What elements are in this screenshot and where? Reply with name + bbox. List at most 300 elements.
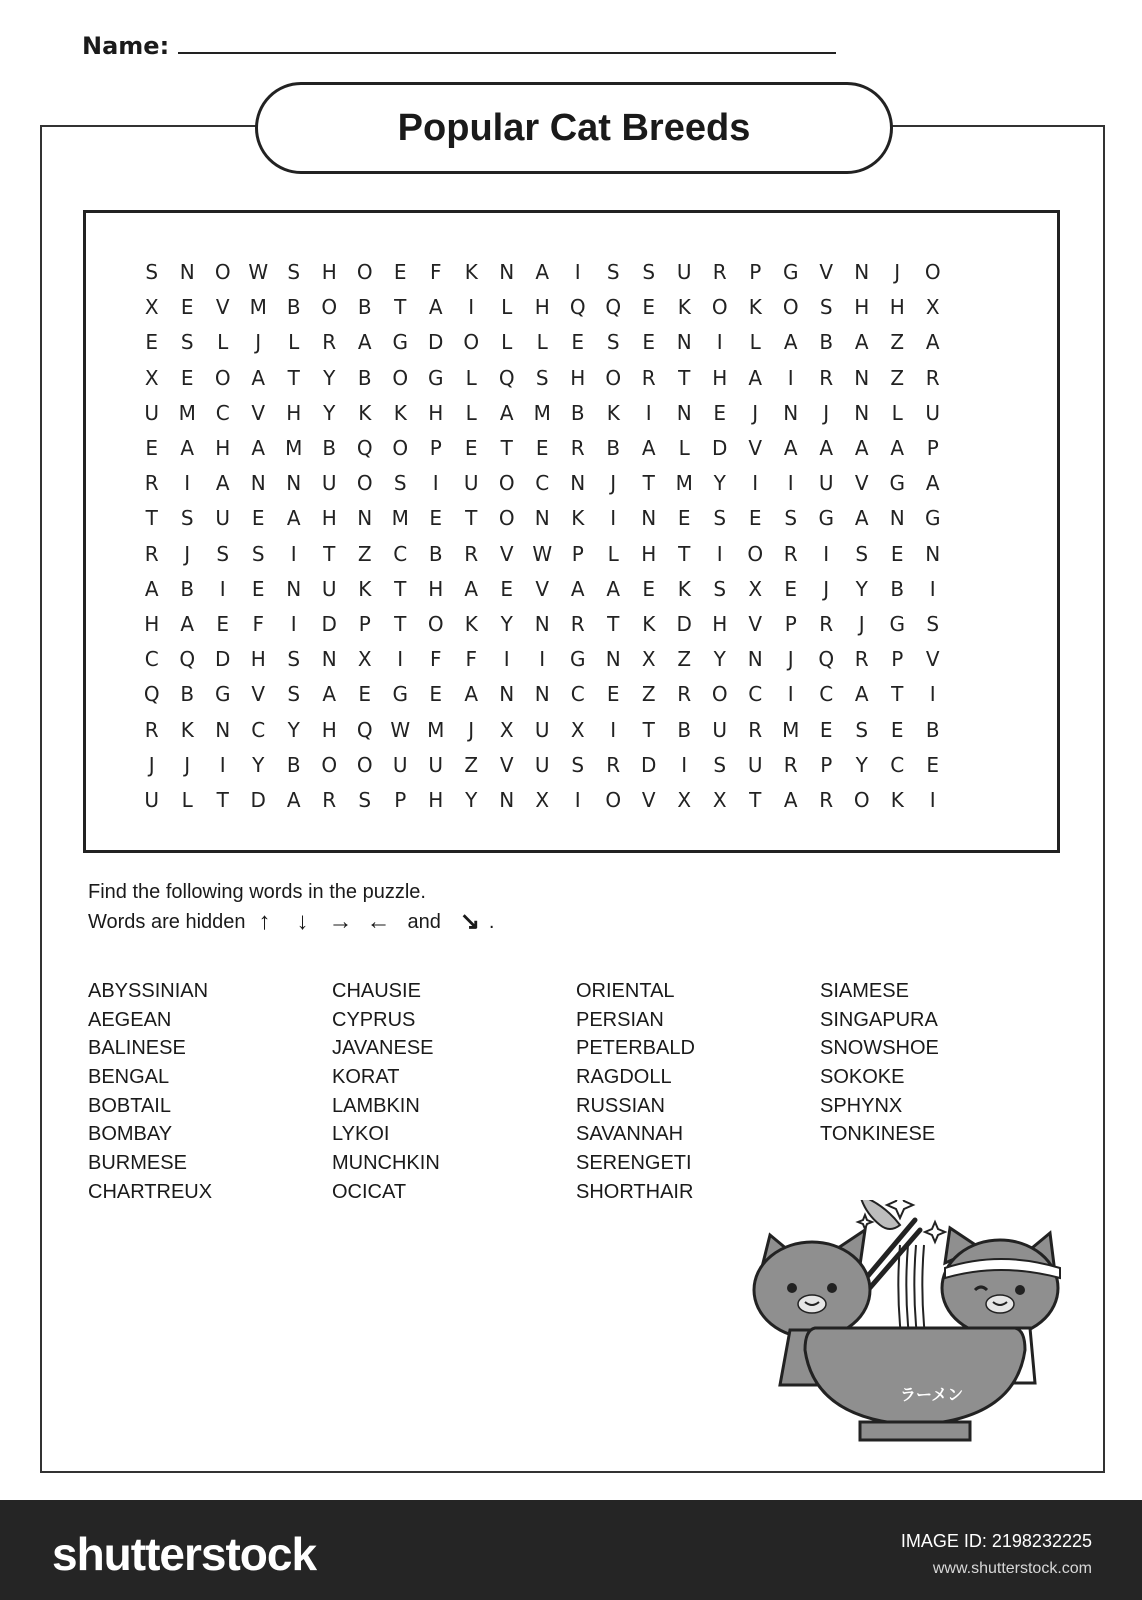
grid-letter[interactable]: I	[290, 612, 297, 636]
grid-letter[interactable]: M	[782, 717, 800, 742]
grid-letter[interactable]: C	[251, 717, 266, 742]
grid-letter[interactable]: M	[249, 295, 267, 320]
grid-letter[interactable]: M	[285, 436, 303, 460]
grid-letter[interactable]: I	[645, 400, 652, 425]
grid-letter[interactable]: K	[180, 717, 194, 742]
grid-letter[interactable]: G	[215, 682, 231, 707]
grid-letter[interactable]: G	[570, 647, 586, 672]
grid-letter[interactable]: C	[393, 541, 408, 566]
grid-letter[interactable]: E	[180, 365, 194, 390]
grid-letter[interactable]: S	[393, 471, 407, 496]
grid-letter[interactable]: N	[570, 471, 586, 496]
grid-letter[interactable]: H	[428, 576, 444, 601]
grid-letter[interactable]: M	[427, 717, 445, 742]
grid-letter[interactable]: E	[393, 260, 407, 284]
grid-letter[interactable]: S	[535, 365, 549, 390]
grid-letter[interactable]: E	[819, 717, 833, 742]
grid-letter[interactable]: H	[321, 717, 337, 742]
grid-letter[interactable]: R	[783, 752, 798, 777]
grid-letter[interactable]: V	[748, 436, 763, 460]
grid-letter[interactable]: R	[322, 788, 337, 812]
grid-letter[interactable]: I	[219, 576, 226, 601]
grid-letter[interactable]: K	[677, 576, 691, 601]
grid-letter[interactable]: X	[677, 788, 692, 812]
grid-letter[interactable]: F	[429, 260, 442, 284]
grid-letter[interactable]: Y	[855, 576, 868, 601]
grid-letter[interactable]: J	[894, 260, 901, 284]
grid-letter[interactable]: T	[749, 788, 762, 812]
grid-letter[interactable]: R	[854, 647, 869, 672]
grid-letter[interactable]: A	[783, 330, 798, 355]
grid-letter[interactable]: N	[925, 541, 941, 566]
grid-letter[interactable]: S	[784, 506, 798, 531]
grid-letter[interactable]: B	[925, 717, 940, 742]
grid-letter[interactable]: A	[606, 576, 621, 601]
grid-letter[interactable]: G	[889, 612, 905, 636]
grid-letter[interactable]: T	[465, 506, 478, 531]
grid-letter[interactable]: G	[392, 682, 408, 707]
grid-letter[interactable]: B	[890, 576, 905, 601]
grid-letter[interactable]: V	[748, 612, 763, 636]
grid-letter[interactable]: U	[818, 471, 834, 496]
grid-letter[interactable]: A	[180, 612, 195, 636]
grid-letter[interactable]: J	[858, 612, 865, 636]
grid-letter[interactable]: D	[676, 612, 692, 636]
grid-letter[interactable]: E	[429, 506, 443, 531]
grid-letter[interactable]: G	[818, 506, 834, 531]
grid-letter[interactable]: P	[394, 788, 407, 812]
grid-letter[interactable]: R	[144, 471, 159, 496]
grid-letter[interactable]: H	[144, 612, 160, 636]
grid-letter[interactable]: S	[571, 752, 585, 777]
grid-letter[interactable]: D	[428, 330, 444, 355]
grid-letter[interactable]: T	[216, 788, 229, 812]
grid-letter[interactable]: D	[712, 436, 728, 460]
grid-letter[interactable]: N	[499, 260, 515, 284]
grid-letter[interactable]: M	[391, 506, 409, 531]
grid-letter[interactable]: N	[854, 365, 870, 390]
grid-letter[interactable]: A	[286, 506, 301, 531]
grid-letter[interactable]: I	[716, 541, 723, 566]
grid-letter[interactable]: E	[677, 506, 691, 531]
grid-letter[interactable]: A	[854, 436, 869, 460]
grid-letter[interactable]: T	[678, 365, 691, 390]
grid-letter[interactable]: I	[929, 576, 936, 601]
grid-letter[interactable]: S	[713, 506, 727, 531]
grid-letter[interactable]: P	[571, 541, 584, 566]
grid-letter[interactable]: R	[570, 612, 585, 636]
grid-letter[interactable]: E	[606, 682, 620, 707]
grid-letter[interactable]: G	[428, 365, 444, 390]
grid-letter[interactable]: N	[534, 682, 550, 707]
grid-letter[interactable]: R	[144, 541, 159, 566]
grid-letter[interactable]: G	[783, 260, 799, 284]
grid-letter[interactable]: A	[748, 365, 763, 390]
grid-letter[interactable]: J	[823, 400, 830, 425]
grid-letter[interactable]: H	[321, 260, 337, 284]
grid-letter[interactable]: T	[287, 365, 300, 390]
grid-letter[interactable]: N	[215, 717, 231, 742]
grid-letter[interactable]: B	[286, 752, 301, 777]
grid-letter[interactable]: R	[570, 436, 585, 460]
grid-letter[interactable]: V	[925, 647, 940, 672]
grid-letter[interactable]: Z	[464, 752, 479, 777]
grid-letter[interactable]: S	[287, 260, 301, 284]
grid-letter[interactable]: U	[463, 471, 479, 496]
grid-letter[interactable]: I	[787, 471, 794, 496]
grid-letter[interactable]: E	[145, 330, 159, 355]
grid-letter[interactable]: K	[358, 400, 372, 425]
grid-letter[interactable]: E	[642, 330, 656, 355]
grid-letter[interactable]: N	[676, 330, 692, 355]
grid-letter[interactable]: Z	[357, 541, 372, 566]
grid-letter[interactable]: L	[678, 436, 690, 460]
grid-letter[interactable]: U	[676, 260, 692, 284]
grid-letter[interactable]: X	[535, 788, 550, 812]
grid-letter[interactable]: I	[432, 471, 439, 496]
grid-letter[interactable]: I	[290, 541, 297, 566]
grid-letter[interactable]: R	[748, 717, 763, 742]
grid-letter[interactable]: O	[853, 788, 870, 812]
grid-letter[interactable]: E	[429, 682, 443, 707]
grid-letter[interactable]: V	[819, 260, 834, 284]
grid-letter[interactable]: N	[534, 612, 550, 636]
grid-letter[interactable]: O	[214, 365, 231, 390]
grid-letter[interactable]: R	[819, 365, 834, 390]
grid-letter[interactable]: U	[144, 788, 160, 812]
grid-letter[interactable]: S	[358, 788, 372, 812]
grid-letter[interactable]: B	[819, 330, 834, 355]
grid-letter[interactable]: Y	[465, 788, 478, 812]
grid-letter[interactable]: L	[536, 330, 548, 355]
grid-letter[interactable]: P	[358, 612, 371, 636]
grid-letter[interactable]: K	[606, 400, 620, 425]
grid-letter[interactable]: V	[215, 295, 230, 320]
grid-letter[interactable]: K	[677, 295, 691, 320]
grid-letter[interactable]: J	[184, 752, 191, 777]
grid-letter[interactable]: S	[145, 260, 159, 284]
grid-letter[interactable]: Q	[498, 365, 515, 390]
grid-letter[interactable]: O	[214, 260, 231, 284]
grid-letter[interactable]: R	[322, 330, 337, 355]
grid-letter[interactable]: L	[607, 541, 619, 566]
grid-letter[interactable]: X	[925, 295, 940, 320]
grid-letter[interactable]: B	[677, 717, 692, 742]
grid-letter[interactable]: O	[782, 295, 799, 320]
grid-letter[interactable]: O	[924, 260, 941, 284]
grid-letter[interactable]: U	[428, 752, 444, 777]
grid-letter[interactable]: Y	[287, 717, 300, 742]
grid-letter[interactable]: R	[144, 717, 159, 742]
grid-letter[interactable]: T	[642, 717, 655, 742]
grid-letter[interactable]: P	[891, 647, 904, 672]
grid-letter[interactable]: U	[321, 471, 337, 496]
grid-letter[interactable]: E	[145, 436, 159, 460]
grid-letter[interactable]: G	[392, 330, 408, 355]
grid-letter[interactable]: V	[641, 788, 656, 812]
grid-letter[interactable]: S	[606, 260, 620, 284]
grid-letter[interactable]: B	[180, 682, 195, 707]
grid-letter[interactable]: O	[711, 295, 728, 320]
grid-letter[interactable]: O	[498, 506, 515, 531]
grid-letter[interactable]: I	[468, 295, 475, 320]
grid-letter[interactable]: U	[321, 576, 337, 601]
grid-letter[interactable]: R	[677, 682, 692, 707]
grid-letter[interactable]: S	[855, 541, 869, 566]
grid-letter[interactable]: P	[820, 752, 833, 777]
grid-letter[interactable]: E	[216, 612, 230, 636]
grid-letter[interactable]: L	[891, 400, 903, 425]
grid-letter[interactable]: I	[539, 647, 546, 672]
grid-letter[interactable]: E	[251, 506, 265, 531]
grid-letter[interactable]: A	[925, 471, 940, 496]
grid-letter[interactable]: A	[251, 436, 266, 460]
grid-letter[interactable]: R	[464, 541, 479, 566]
grid-letter[interactable]: A	[535, 260, 550, 284]
grid-letter[interactable]: N	[641, 506, 657, 531]
grid-letter[interactable]: B	[570, 400, 585, 425]
grid-letter[interactable]: U	[925, 400, 941, 425]
grid-letter[interactable]: P	[926, 436, 939, 460]
grid-letter[interactable]: A	[215, 471, 230, 496]
grid-letter[interactable]: B	[606, 436, 621, 460]
grid-letter[interactable]: J	[184, 541, 191, 566]
grid-letter[interactable]: U	[144, 400, 160, 425]
grid-letter[interactable]: Q	[818, 647, 835, 672]
grid-letter[interactable]: H	[712, 612, 728, 636]
grid-letter[interactable]: H	[570, 365, 586, 390]
grid-letter[interactable]: X	[499, 717, 514, 742]
grid-letter[interactable]: N	[854, 400, 870, 425]
grid-letter[interactable]: I	[929, 788, 936, 812]
grid-letter[interactable]: E	[642, 576, 656, 601]
grid-letter[interactable]: A	[144, 576, 159, 601]
grid-letter[interactable]: K	[464, 260, 478, 284]
grid-letter[interactable]: X	[144, 295, 159, 320]
grid-letter[interactable]: W	[390, 717, 411, 742]
grid-letter[interactable]: I	[574, 788, 581, 812]
grid-letter[interactable]: I	[397, 647, 404, 672]
grid-letter[interactable]: C	[819, 682, 834, 707]
grid-letter[interactable]: Q	[356, 436, 373, 460]
grid-letter[interactable]: O	[392, 436, 409, 460]
grid-letter[interactable]: C	[215, 400, 230, 425]
grid-letter[interactable]: I	[219, 752, 226, 777]
grid-letter[interactable]: L	[181, 788, 193, 812]
grid-letter[interactable]: I	[929, 682, 936, 707]
grid-letter[interactable]: S	[180, 506, 194, 531]
grid-letter[interactable]: B	[428, 541, 443, 566]
grid-letter[interactable]: S	[287, 682, 301, 707]
grid-letter[interactable]: J	[610, 471, 617, 496]
grid-letter[interactable]: T	[394, 612, 407, 636]
grid-letter[interactable]: Y	[323, 400, 336, 425]
grid-letter[interactable]: B	[180, 576, 195, 601]
grid-letter[interactable]: E	[251, 576, 265, 601]
grid-letter[interactable]: N	[286, 576, 302, 601]
grid-letter[interactable]: E	[180, 295, 194, 320]
grid-letter[interactable]: I	[787, 682, 794, 707]
grid-letter[interactable]: V	[251, 682, 266, 707]
grid-letter[interactable]: H	[889, 295, 905, 320]
grid-letter[interactable]: O	[356, 260, 373, 284]
grid-letter[interactable]: R	[783, 541, 798, 566]
grid-letter[interactable]: T	[642, 471, 655, 496]
grid-letter[interactable]: Q	[569, 295, 586, 320]
grid-letter[interactable]: A	[570, 576, 585, 601]
grid-letter[interactable]: N	[250, 471, 266, 496]
grid-letter[interactable]: N	[286, 471, 302, 496]
grid-letter[interactable]: U	[712, 717, 728, 742]
grid-letter[interactable]: K	[464, 612, 478, 636]
grid-letter[interactable]: I	[610, 506, 617, 531]
grid-letter[interactable]: I	[752, 471, 759, 496]
grid-letter[interactable]: K	[571, 506, 585, 531]
grid-letter[interactable]: A	[464, 682, 479, 707]
grid-letter[interactable]: H	[534, 295, 550, 320]
grid-letter[interactable]: J	[823, 576, 830, 601]
grid-letter[interactable]: O	[321, 752, 338, 777]
grid-letter[interactable]: C	[144, 647, 159, 672]
grid-letter[interactable]: P	[784, 612, 797, 636]
grid-letter[interactable]: E	[926, 752, 940, 777]
grid-letter[interactable]: A	[322, 682, 337, 707]
grid-letter[interactable]: I	[574, 260, 581, 284]
grid-letter[interactable]: Y	[252, 752, 265, 777]
grid-letter[interactable]: R	[641, 365, 656, 390]
grid-letter[interactable]: L	[749, 330, 761, 355]
grid-letter[interactable]: A	[854, 506, 869, 531]
grid-letter[interactable]: A	[499, 400, 514, 425]
grid-letter[interactable]: J	[468, 717, 475, 742]
grid-letter[interactable]: U	[747, 752, 763, 777]
grid-letter[interactable]: E	[358, 682, 372, 707]
grid-letter[interactable]: T	[678, 541, 691, 566]
grid-letter[interactable]: H	[286, 400, 302, 425]
grid-letter[interactable]: J	[148, 752, 155, 777]
grid-letter[interactable]: Y	[855, 752, 868, 777]
grid-letter[interactable]: O	[356, 471, 373, 496]
grid-letter[interactable]: E	[713, 400, 727, 425]
grid-letter[interactable]: S	[713, 576, 727, 601]
grid-letter[interactable]: F	[252, 612, 264, 636]
grid-letter[interactable]: E	[464, 436, 478, 460]
grid-letter[interactable]: T	[394, 295, 407, 320]
grid-letter[interactable]: K	[393, 400, 407, 425]
grid-letter[interactable]: A	[286, 788, 301, 812]
grid-letter[interactable]: C	[748, 682, 763, 707]
grid-letter[interactable]: E	[571, 330, 585, 355]
grid-letter[interactable]: Y	[713, 647, 726, 672]
grid-letter[interactable]: A	[854, 682, 869, 707]
grid-letter[interactable]: S	[855, 717, 869, 742]
grid-letter[interactable]: T	[607, 612, 620, 636]
grid-letter[interactable]: S	[251, 541, 265, 566]
grid-letter[interactable]: I	[787, 365, 794, 390]
grid-letter[interactable]: H	[428, 788, 444, 812]
grid-letter[interactable]: E	[890, 541, 904, 566]
grid-letter[interactable]: E	[784, 576, 798, 601]
grid-letter[interactable]: I	[184, 471, 191, 496]
grid-letter[interactable]: C	[570, 682, 585, 707]
grid-letter[interactable]: Q	[143, 682, 160, 707]
grid-letter[interactable]: N	[357, 506, 373, 531]
grid-letter[interactable]: B	[322, 436, 337, 460]
grid-letter[interactable]: I	[681, 752, 688, 777]
grid-letter[interactable]: G	[925, 506, 941, 531]
grid-letter[interactable]: K	[748, 295, 762, 320]
grid-letter[interactable]: H	[428, 400, 444, 425]
grid-letter[interactable]: N	[499, 788, 515, 812]
grid-letter[interactable]: Z	[890, 330, 905, 355]
grid-letter[interactable]: U	[215, 506, 231, 531]
grid-letter[interactable]: Y	[500, 612, 513, 636]
grid-letter[interactable]: Z	[890, 365, 905, 390]
grid-letter[interactable]: H	[215, 436, 231, 460]
grid-letter[interactable]: G	[889, 471, 905, 496]
grid-letter[interactable]: Z	[641, 682, 656, 707]
grid-letter[interactable]: Q	[179, 647, 196, 672]
grid-letter[interactable]: H	[854, 295, 870, 320]
grid-letter[interactable]: M	[533, 400, 551, 425]
grid-letter[interactable]: S	[642, 260, 656, 284]
grid-letter[interactable]: K	[890, 788, 904, 812]
grid-letter[interactable]: M	[178, 400, 196, 425]
grid-letter[interactable]: E	[500, 576, 514, 601]
grid-letter[interactable]: S	[926, 612, 940, 636]
grid-letter[interactable]: A	[464, 576, 479, 601]
grid-letter[interactable]: R	[606, 752, 621, 777]
grid-letter[interactable]: J	[787, 647, 794, 672]
grid-letter[interactable]: X	[712, 788, 727, 812]
grid-letter[interactable]: V	[499, 541, 514, 566]
grid-letter[interactable]: N	[889, 506, 905, 531]
grid-letter[interactable]: S	[180, 330, 194, 355]
grid-letter[interactable]: T	[323, 541, 336, 566]
grid-letter[interactable]: T	[145, 506, 158, 531]
grid-letter[interactable]: X	[570, 717, 585, 742]
grid-letter[interactable]: Y	[323, 365, 336, 390]
grid-letter[interactable]: X	[144, 365, 159, 390]
grid-letter[interactable]: E	[748, 506, 762, 531]
grid-letter[interactable]: T	[394, 576, 407, 601]
grid-letter[interactable]: A	[890, 436, 905, 460]
grid-letter[interactable]: A	[180, 436, 195, 460]
grid-letter[interactable]: W	[532, 541, 553, 566]
grid-letter[interactable]: R	[712, 260, 727, 284]
grid-letter[interactable]: U	[534, 752, 550, 777]
grid-letter[interactable]: L	[465, 400, 477, 425]
grid-letter[interactable]: A	[357, 330, 372, 355]
grid-letter[interactable]: O	[321, 295, 338, 320]
grid-letter[interactable]: O	[392, 365, 409, 390]
grid-letter[interactable]: E	[890, 717, 904, 742]
grid-letter[interactable]: N	[321, 647, 337, 672]
grid-letter[interactable]: X	[357, 647, 372, 672]
grid-letter[interactable]: A	[641, 436, 656, 460]
grid-letter[interactable]: O	[498, 471, 515, 496]
grid-letter[interactable]: H	[321, 506, 337, 531]
grid-letter[interactable]: O	[711, 682, 728, 707]
grid-letter[interactable]: A	[428, 295, 443, 320]
grid-letter[interactable]: O	[605, 365, 622, 390]
grid-letter[interactable]: E	[642, 295, 656, 320]
grid-letter[interactable]: D	[215, 647, 231, 672]
grid-letter[interactable]: J	[752, 400, 759, 425]
grid-letter[interactable]: I	[823, 541, 830, 566]
grid-letter[interactable]: X	[641, 647, 656, 672]
grid-letter[interactable]: D	[641, 752, 657, 777]
